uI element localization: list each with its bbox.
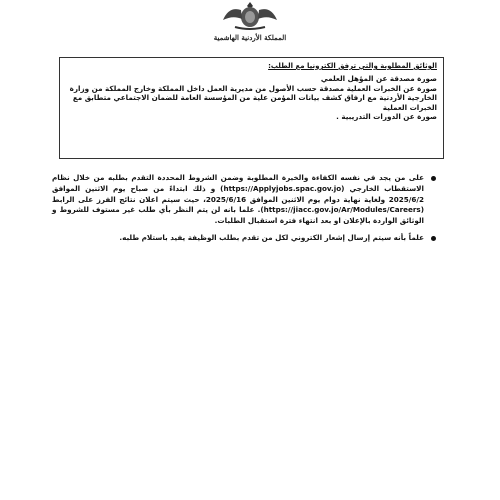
notification-note (52, 233, 436, 244)
application-instructions (52, 173, 436, 227)
royal-emblem-icon (215, 0, 285, 30)
required-documents-box (59, 57, 444, 159)
notes-section (52, 173, 436, 244)
document-item: صورة عن الدورات التدريبية . (336, 112, 437, 122)
documents-title: الوثائق المطلوبة والتي ترفق الكترونيا مع الطلب: (268, 62, 437, 70)
bullet-icon (431, 236, 436, 241)
document-item: صورة مصدقة عن المؤهل العلمي (320, 74, 437, 83)
document-item: صورة عن الخبرات العملية مصدقة حسب الأصول من مديرية العمل داخل المملكة وخارج المملكة من وزارة الخارجية الأردنية مع ارفاق كشف بيانات المؤمن علية من المؤسسة العامة للضمان الاجتماعي متطابق مع الخبرات العملية (69, 83, 437, 112)
notification-note-text: علماً بأنه سيتم إرسال إشعار الكتروني لكل من تقدم بطلب الوظيفة يفيد باستلام طلبه. (119, 232, 424, 242)
application-instructions-text: على من يجد في نفسه الكفاءة والخبرة المطلوبة وضمن الشروط المحددة التقدم بطلبه من خلال نظام الاستقطاب الخارجي (https://Applyjobs.spac.gov.jo) و ذلك ابتداءً من صباح يوم الاثنين الموافق 2025/6/2 ولغاية نهاية دوام يوم الاثنين الموافق 2025/6/16، حيث سيتم اعلان نتائج الفرز على الرابط (https://jiacc.gov.jo/Ar/Modules/Careers). علما بانه لن يتم النظر بأي طلب غير مستوف للشروط و الوثائق الواردة بالإعلان او بعد انتهاء فترة استقبال الطلبات. (52, 173, 424, 226)
org-name: المملكة الأردنية الهاشمية (213, 33, 287, 42)
bullet-icon (431, 176, 436, 181)
